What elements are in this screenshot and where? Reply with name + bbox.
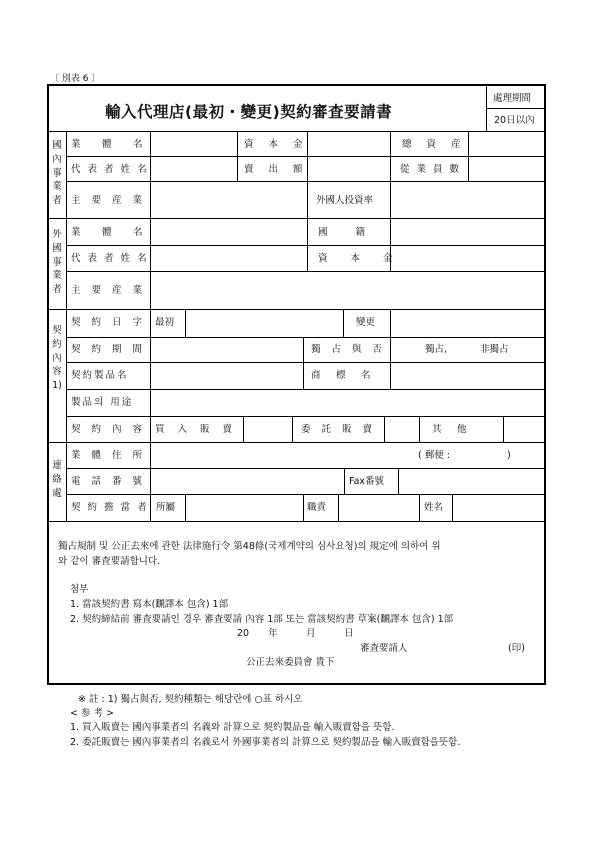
contact-person-label: 契 約 擔 當 者 [71, 502, 149, 513]
sheet-label: 〔 別表 6 〕 [50, 74, 101, 84]
attachment-title: 첨부 [70, 584, 89, 595]
section-contact: 連 絡 處 [52, 460, 62, 499]
grid-line [452, 494, 453, 521]
domestic-total-assets-label: 總 資 産 [402, 139, 467, 150]
processing-label: 處理期間 [493, 93, 532, 104]
note-footnote: ※ 註 : 1) 獨占與否, 契約種類는 해당란에 ○표 하시오 [78, 694, 303, 705]
grid-line [303, 494, 304, 521]
grid-line [307, 218, 308, 271]
contract-contents-label: 契 約 內 容 [71, 424, 147, 435]
grid-line [66, 389, 545, 390]
reference-2: 2. 委託販賣는 國內事業者의 名義로서 外國事業者의 計算으로 契約製品을 輸入販賣함을뜻함. [70, 737, 461, 748]
grid-line [398, 468, 399, 494]
domestic-employees-label: 從 業 員 數 [400, 164, 462, 175]
grid-line [343, 309, 344, 337]
foreign-business-name-label: 業 體 名 [71, 227, 149, 238]
section-domestic: 國 內 事 業 者 [52, 140, 62, 207]
grid-line [503, 416, 504, 442]
contract-buy-sell-option[interactable]: 買 入 販 賣 [155, 424, 238, 435]
grid-line [419, 494, 420, 521]
grid-line [390, 337, 391, 389]
request-date: 20 年 月 日 [237, 628, 354, 639]
grid-line [48, 442, 545, 443]
contract-change-label: 變更 [356, 317, 376, 328]
grid-line [185, 494, 186, 521]
grid-line [66, 362, 545, 363]
domestic-representative-label: 代 表 者 姓 名 [71, 164, 149, 175]
grid-line [468, 131, 469, 181]
contract-other-option[interactable]: 其 他 [432, 424, 470, 435]
grid-line [292, 416, 293, 442]
section-contract: 契 約 內 容 1) [52, 325, 62, 392]
processing-value: 20日以內 [494, 115, 535, 126]
grid-line [344, 468, 345, 494]
grid-line [338, 494, 339, 521]
contact-phone-label: 電 話 番 號 [71, 476, 147, 487]
contact-name-label: 姓名 [424, 502, 444, 513]
request-paragraph-line2: 와 같이 審査要請합니다. [58, 556, 161, 567]
grid-line [384, 416, 385, 442]
grid-line [150, 131, 151, 521]
foreign-nationality-label: 國 籍 [318, 227, 369, 238]
grid-line [66, 494, 545, 495]
contract-period-label: 契 約 期 間 [71, 344, 147, 355]
seal-mark: (印) [508, 643, 525, 654]
domestic-capital-label: 資 本 金 [244, 139, 309, 150]
reference-1: 1. 買入販賣는 國內事業者의 名義와 計算으로 契約製品을 輸入販賣함을 뜻함. [70, 722, 395, 733]
contract-date-label: 契 約 日 字 [71, 317, 147, 328]
contact-department-label: 所屬 [156, 502, 176, 513]
grid-line [66, 468, 545, 469]
contract-consign-option[interactable]: 委 託 販 賣 [301, 424, 377, 435]
request-paragraph-line1: 獨占規制 및 公正去來에 관한 法律施行令 第48條(국제계약의 심사요청)의 規定에 의하여 위 [58, 541, 441, 552]
grid-line [243, 416, 244, 442]
contact-fax-label: Fax番號 [349, 476, 385, 487]
divider [486, 108, 545, 109]
grid-line [48, 521, 545, 522]
requester-label: 審査要請人 [360, 643, 408, 654]
attachment-2: 2. 契約締結前 審査要請인 경우 審査要請 內容 1部 또는 當該契約書 草案(飜譯本 包含) 1部 [70, 614, 454, 625]
contract-exclusive-label: 獨 占 與 否 [311, 344, 387, 355]
grid-line [48, 309, 545, 310]
grid-line [48, 218, 545, 219]
contact-zip-label: ( 郵便 : ) [418, 450, 511, 461]
grid-line [66, 131, 67, 521]
grid-line [66, 337, 545, 338]
foreign-representative-label: 代 表 者 姓 名 [71, 253, 149, 264]
contact-address-label: 業 體 住 所 [71, 450, 147, 461]
contact-position-label: 職責 [307, 502, 327, 513]
domestic-business-name-label: 業 體 名 [71, 139, 149, 150]
domestic-foreign-investment-label: 外國人投資率 [316, 195, 374, 206]
domestic-sales-label: 賣 出 額 [244, 164, 309, 175]
recipient: 公正去來委員會 貴下 [246, 657, 335, 668]
contract-products-label: 契約製品名 [71, 370, 129, 381]
contract-initial-label: 最初 [155, 317, 175, 328]
grid-line [48, 131, 545, 132]
contract-usage-label: 製品의 用途 [71, 397, 134, 408]
domestic-main-products-label: 主 要 産 業 [71, 195, 147, 206]
reference-title: < 参 考 > [70, 708, 114, 719]
contract-trademark-label: 商 標 名 [311, 370, 374, 381]
grid-line [390, 309, 391, 337]
grid-line [390, 131, 391, 218]
contract-exclusive-option[interactable]: 獨占, [425, 344, 448, 355]
attachment-1: 1. 當該契約書 寫本(飜譯本 包含) 1部 [70, 599, 229, 610]
grid-line [303, 337, 304, 389]
contract-non-exclusive-option[interactable]: 非獨占 [480, 344, 509, 355]
grid-line [66, 156, 545, 157]
grid-line [66, 416, 545, 417]
grid-line [66, 181, 545, 182]
foreign-capital-label: 資 本 金 [318, 253, 403, 264]
section-foreign: 外 國 事 業 者 [52, 229, 62, 296]
foreign-main-products-label: 主 要 産 業 [71, 285, 147, 296]
form-title: 輸入代理店(最初・變更)契約審査要請書 [105, 103, 393, 121]
grid-line [185, 309, 186, 337]
grid-line [237, 131, 238, 181]
grid-line [419, 416, 420, 442]
grid-line [66, 271, 545, 272]
grid-line [66, 245, 545, 246]
